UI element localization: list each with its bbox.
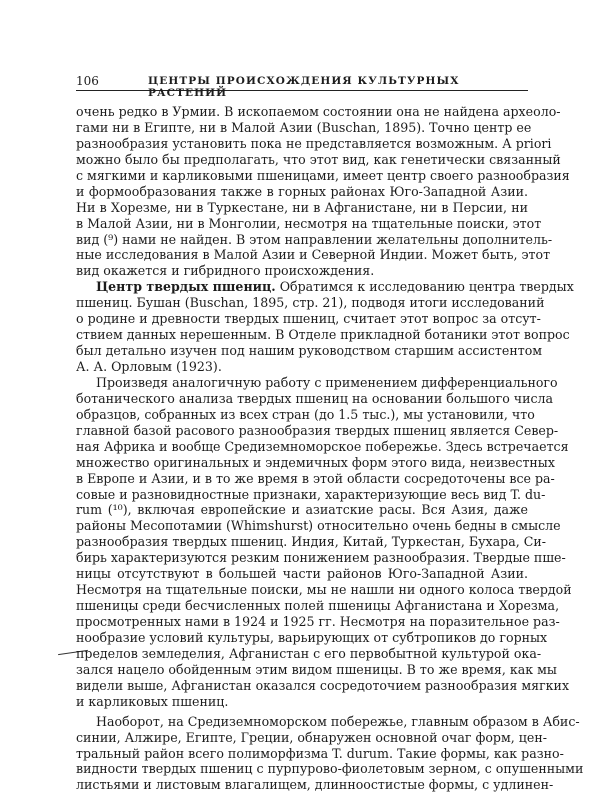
text-line: тральный район всего полиморфизма T. durum. Такие формы, как разно- bbox=[76, 745, 564, 761]
text-line: и карликовых пшениц. bbox=[76, 693, 229, 709]
text-line: Наоборот, на Средиземноморском побережье, главным образом в Абис- bbox=[96, 713, 580, 729]
text-line: в Малой Азии, ни в Монголии, несмотря на тщательные поиски, этот bbox=[76, 215, 542, 231]
text-line: rum (¹⁰), включая европейские и азиатские расы. Вся Азия, даже bbox=[76, 502, 528, 518]
paragraph-2 bbox=[76, 279, 574, 375]
text-line: можно было бы предполагать, что этот вид, как генетически связанный bbox=[76, 151, 561, 167]
text-line: зался нацело обойденным этим видом пшеницы. В то же время, как мы bbox=[76, 661, 557, 677]
body-text bbox=[76, 104, 584, 793]
text-line: А. А. Орловым (1923). bbox=[76, 359, 222, 374]
text-line: видели выше, Афганистан оказался сосредоточием разнообразия мягких bbox=[76, 677, 570, 693]
heading-line-rest: Обратимся к исследованию центра твердых bbox=[275, 279, 574, 295]
text-line: был детально изучен под нашим руководством старшим ассистентом bbox=[76, 343, 543, 359]
text-line: Произведя аналогичную работу с применением дифференциального bbox=[96, 374, 558, 390]
text-line: совые и разновидностные признаки, характеризующие весь вид T. du- bbox=[76, 486, 546, 502]
text-line: ницы отсутствуют в большей части районов Юго-Западной Азии. bbox=[76, 566, 528, 582]
paragraph-3 bbox=[76, 374, 572, 710]
running-title: ЦЕНТРЫ ПРОИСХОЖДЕНИЯ КУЛЬТУРНЫХ РАСТЕНИЙ bbox=[148, 75, 460, 99]
text-line: листьями и листовым влагалищем, длинноостистые формы, с удлинен- bbox=[76, 777, 554, 793]
text-line: ные исследования в Малой Азии и Северной Индии. Может быть, этот bbox=[76, 247, 551, 263]
text-line: в Европе и Азии, и в то же время в этой области сосредоточены все ра- bbox=[76, 470, 555, 486]
text-line: просмотренных нами в 1924 и 1925 гг. Несмотря на поразительное раз- bbox=[76, 614, 560, 629]
text-line: Несмотря на тщательные поиски, мы не нашли ни одного колоса твердой bbox=[76, 582, 572, 598]
text-line: пшеницы среди бесчисленных полей пшеницы Афганистана и Хорезма, bbox=[76, 598, 560, 614]
text-line: пшениц. Бушан (Buschan, 1895, стр. 21), подводя итоги исследований bbox=[76, 295, 545, 311]
text-line: вид (⁹) нами не найден. В этом направлении желательны дополнитель- bbox=[76, 231, 553, 247]
text-line: синии, Алжире, Египте, Греции, обнаружен основной очаг форм, цен- bbox=[76, 729, 547, 745]
text-line: множество оригинальных и эндемичных форм этого вида, неизвестных bbox=[76, 454, 555, 470]
text-line: ботанического анализа твердых пшениц на основании большого числа bbox=[76, 390, 554, 406]
text-line: о родине и древности твердых пшениц, считает этот вопрос за отсут- bbox=[76, 311, 541, 327]
text-line: видности твердых пшениц с пурпурово-фиолетовым зерном, с опушенными bbox=[76, 761, 584, 777]
paragraph-1 bbox=[76, 104, 570, 279]
text-line: Ни в Хорезме, ни в Туркестане, ни в Афганистане, ни в Персии, ни bbox=[76, 199, 528, 215]
text-line: бирь характеризуются резким понижением разнообразия. Твердые пше- bbox=[76, 550, 566, 566]
text-line: пределов земледелия, Афганистан с его первобытной культурой ока- bbox=[76, 645, 542, 661]
text-line: гами ни в Египте, ни в Малой Азии (Buschan, 1895). Точно центр ее bbox=[76, 119, 532, 135]
text-line: районы Месопотамии (Whimshurst) относительно очень бедны в смысле bbox=[76, 518, 561, 534]
text-line: разнообразия твердых пшениц. Индия, Китай, Туркестан, Бухара, Си- bbox=[76, 534, 547, 550]
text-line: разнообразия установить пока не представляется возможным. А priori bbox=[76, 135, 552, 151]
text-line: с мягкими и карликовыми пшеницами, имеет центр своего разнообразия bbox=[76, 167, 570, 183]
page-number: 106 bbox=[76, 74, 99, 88]
page-header bbox=[76, 72, 528, 99]
text-line: очень редко в Урмии. В ископаемом состоянии она не найдена археоло- bbox=[76, 104, 561, 119]
text-line bbox=[76, 279, 574, 295]
text-line: ная Африка и вообще Средиземноморское побережье. Здесь встречается bbox=[76, 438, 569, 454]
section-heading: Центр твердых пшениц. bbox=[96, 279, 276, 295]
text-line: нообразие условий культуры, варьирующих от субтропиков до горных bbox=[76, 629, 548, 645]
text-line: образцов, собранных из всех стран (до 1.5 тыс.), мы установили, что bbox=[76, 406, 535, 422]
text-line: главной базой расового разнообразия твердых пшениц является Север- bbox=[76, 422, 559, 438]
text-line: вид окажется и гибридного происхождения. bbox=[76, 263, 375, 279]
text-line: ствием данных нерешенным. В Отделе прикладной ботаники этот вопрос bbox=[76, 327, 570, 343]
paragraph-4 bbox=[76, 713, 584, 793]
text-line: и формообразования также в горных районах Юго-Западной Азии. bbox=[76, 183, 528, 199]
